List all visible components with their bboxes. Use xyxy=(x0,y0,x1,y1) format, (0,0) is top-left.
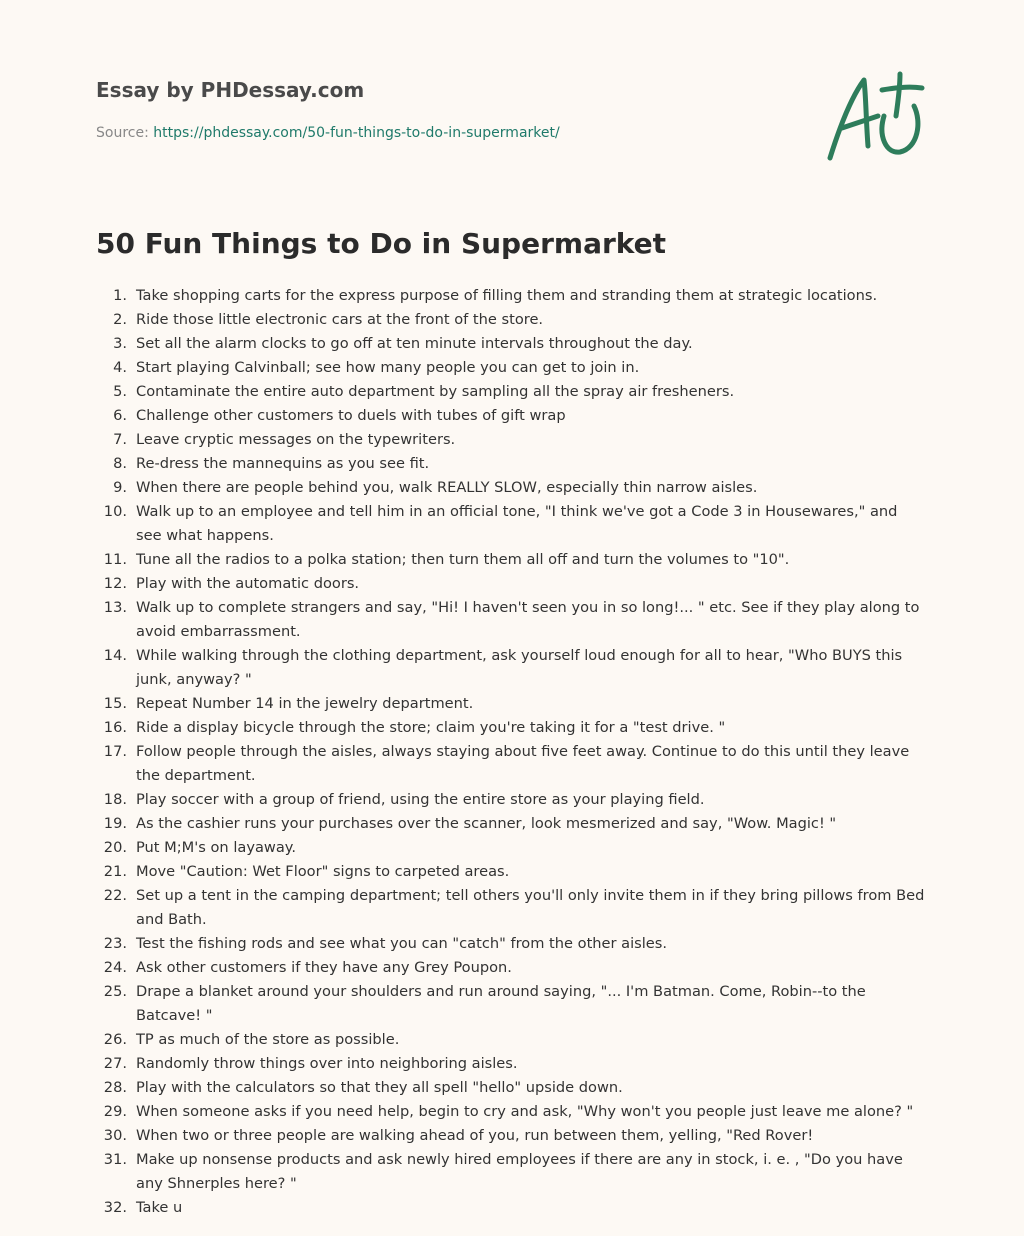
item-number: 10. xyxy=(103,503,127,520)
list-item xyxy=(96,476,926,500)
essay-title: 50 Fun Things to Do in Supermarket xyxy=(96,227,667,260)
list-item xyxy=(96,644,926,692)
item-number: 31. xyxy=(103,1151,127,1168)
item-text: When someone asks if you need help, begin to cry and ask, "Why won't you people just leave me alone? " xyxy=(136,1103,914,1120)
item-text: Tune all the radios to a polka station; then turn them all off and turn the volumes to "10". xyxy=(136,551,790,568)
item-text: Test the fishing rods and see what you can "catch" from the other aisles. xyxy=(136,935,668,952)
item-text: Make up nonsense products and ask newly hired employees if there are any in stock, i. e. , "Do you have any Shnerples here? " xyxy=(136,1151,903,1192)
item-text: Leave cryptic messages on the typewriters. xyxy=(136,431,456,448)
item-number: 28. xyxy=(103,1079,127,1096)
list-item xyxy=(96,452,926,476)
fun-things-list xyxy=(96,284,926,1220)
item-text: Repeat Number 14 in the jewelry department. xyxy=(136,695,474,712)
list-item xyxy=(96,596,926,644)
list-item xyxy=(96,308,926,332)
list-item xyxy=(96,356,926,380)
item-number: 29. xyxy=(103,1103,127,1120)
item-number: 21. xyxy=(103,863,127,880)
item-number: 1. xyxy=(113,287,127,304)
list-item xyxy=(96,788,926,812)
list-item xyxy=(96,332,926,356)
item-number: 19. xyxy=(103,815,127,832)
a-plus-logo-icon xyxy=(820,66,930,166)
item-text: While walking through the clothing department, ask yourself loud enough for all to hear, "Who BUYS this junk, anyway? " xyxy=(136,647,903,688)
list-item xyxy=(96,812,926,836)
item-text: Play with the calculators so that they all spell "hello" upside down. xyxy=(136,1079,623,1096)
list-item xyxy=(96,932,926,956)
item-text: Ride a display bicycle through the store; claim you're taking it for a "test drive. " xyxy=(136,719,726,736)
item-number: 9. xyxy=(113,479,127,496)
item-text: Challenge other customers to duels with tubes of gift wrap xyxy=(136,407,566,424)
item-number: 20. xyxy=(103,839,127,856)
item-number: 16. xyxy=(103,719,127,736)
list-item xyxy=(96,884,926,932)
item-number: 24. xyxy=(103,959,127,976)
item-text: Follow people through the aisles, always staying about five feet away. Continue to do this until they leave the department. xyxy=(136,743,910,784)
list-item xyxy=(96,716,926,740)
item-text: Ride those little electronic cars at the front of the store. xyxy=(136,311,544,328)
item-text: Randomly throw things over into neighboring aisles. xyxy=(136,1055,518,1072)
item-number: 27. xyxy=(103,1055,127,1072)
item-number: 3. xyxy=(113,335,127,352)
item-number: 11. xyxy=(103,551,127,568)
item-text: Ask other customers if they have any Grey Poupon. xyxy=(136,959,512,976)
item-text: When there are people behind you, walk REALLY SLOW, especially thin narrow aisles. xyxy=(136,479,758,496)
item-number: 23. xyxy=(103,935,127,952)
list-item xyxy=(96,956,926,980)
list-item xyxy=(96,860,926,884)
item-number: 18. xyxy=(103,791,127,808)
item-text: Walk up to complete strangers and say, "Hi! I haven't seen you in so long!... " etc. See if they play along to avoid embarrassment. xyxy=(136,599,920,640)
item-text: Start playing Calvinball; see how many people you can get to join in. xyxy=(136,359,640,376)
brand-title: Essay by PHDessay.com xyxy=(96,78,365,102)
list-item xyxy=(96,1076,926,1100)
item-text: Contaminate the entire auto department by sampling all the spray air fresheners. xyxy=(136,383,735,400)
source-line xyxy=(96,124,796,142)
item-number: 4. xyxy=(113,359,127,376)
item-number: 14. xyxy=(103,647,127,664)
item-text: TP as much of the store as possible. xyxy=(136,1031,400,1048)
list-item xyxy=(96,1124,926,1148)
item-text: Take shopping carts for the express purpose of filling them and stranding them at strategic locations. xyxy=(136,287,878,304)
item-number: 6. xyxy=(113,407,127,424)
list-item xyxy=(96,428,926,452)
item-number: 17. xyxy=(103,743,127,760)
source-label: Source: xyxy=(96,125,154,141)
item-text: Play with the automatic doors. xyxy=(136,575,360,592)
list-item xyxy=(96,1052,926,1076)
item-text: Take u xyxy=(136,1199,183,1216)
list-item xyxy=(96,836,926,860)
item-number: 2. xyxy=(113,311,127,328)
item-text: Set all the alarm clocks to go off at ten minute intervals throughout the day. xyxy=(136,335,693,352)
list-item xyxy=(96,500,926,548)
list-item xyxy=(96,548,926,572)
list-item xyxy=(96,740,926,788)
item-text: Drape a blanket around your shoulders and run around saying, "... I'm Batman. Come, Robin--to the Batcave! " xyxy=(136,983,866,1024)
item-text: Move "Caution: Wet Floor" signs to carpeted areas. xyxy=(136,863,510,880)
item-text: Put M;M's on layaway. xyxy=(136,839,296,856)
item-number: 32. xyxy=(103,1199,127,1216)
item-text: Walk up to an employee and tell him in an official tone, "I think we've got a Code 3 in Housewares," and see what happens. xyxy=(136,503,898,544)
item-number: 15. xyxy=(103,695,127,712)
item-text: As the cashier runs your purchases over the scanner, look mesmerized and say, "Wow. Magic! " xyxy=(136,815,837,832)
list-item xyxy=(96,692,926,716)
list-item xyxy=(96,980,926,1028)
item-number: 25. xyxy=(103,983,127,1000)
list-item xyxy=(96,1100,926,1124)
list-item xyxy=(96,572,926,596)
item-number: 8. xyxy=(113,455,127,472)
list-item xyxy=(96,380,926,404)
header xyxy=(96,76,796,142)
item-number: 13. xyxy=(103,599,127,616)
list-item xyxy=(96,1196,926,1220)
list-item xyxy=(96,404,926,428)
item-text: Re-dress the mannequins as you see fit. xyxy=(136,455,430,472)
list-item xyxy=(96,1148,926,1196)
item-number: 5. xyxy=(113,383,127,400)
item-text: Play soccer with a group of friend, using the entire store as your playing field. xyxy=(136,791,705,808)
item-text: When two or three people are walking ahead of you, run between them, yelling, "Red Rover! xyxy=(136,1127,814,1144)
item-text: Set up a tent in the camping department; tell others you'll only invite them in if they bring pillows from Bed and Bath. xyxy=(136,887,925,928)
source-link[interactable]: https://phdessay.com/50-fun-things-to-do-in-supermarket/ xyxy=(153,125,560,141)
item-number: 26. xyxy=(103,1031,127,1048)
list-item xyxy=(96,1028,926,1052)
list-item xyxy=(96,284,926,308)
item-number: 22. xyxy=(103,887,127,904)
item-number: 30. xyxy=(103,1127,127,1144)
item-number: 7. xyxy=(113,431,127,448)
item-number: 12. xyxy=(103,575,127,592)
